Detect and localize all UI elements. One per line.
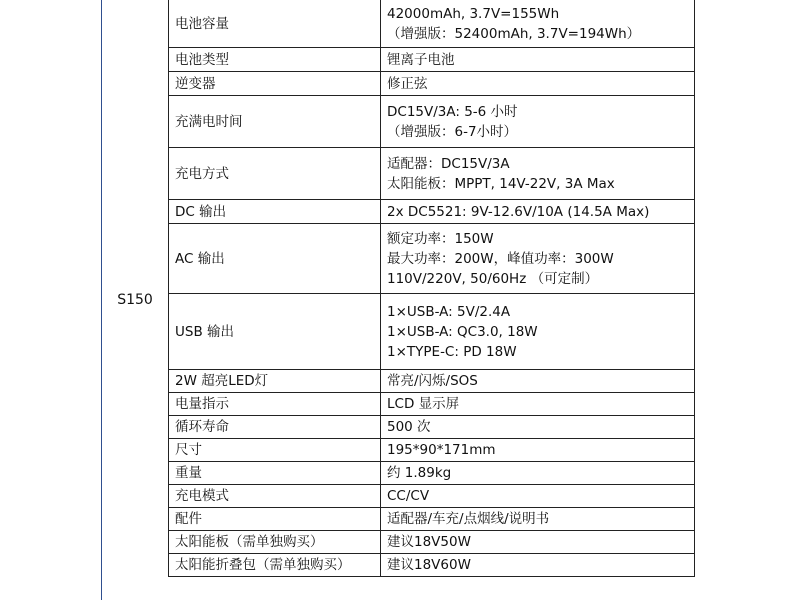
row-label: 逆变器 bbox=[169, 72, 381, 96]
value-line: 500 次 bbox=[387, 419, 431, 435]
table-row bbox=[169, 200, 695, 224]
value-line: 2x DC5521: 9V-12.6V/10A (14.5A Max) bbox=[387, 203, 650, 220]
table-row bbox=[169, 462, 695, 485]
row-label: 充电方式 bbox=[169, 148, 381, 200]
row-label: 电池容量 bbox=[169, 0, 381, 48]
row-value bbox=[381, 96, 695, 148]
table-row bbox=[169, 393, 695, 416]
row-value bbox=[381, 554, 695, 577]
row-label: 尺寸 bbox=[169, 439, 381, 462]
table-row bbox=[169, 439, 695, 462]
row-label: 重量 bbox=[169, 462, 381, 485]
row-value bbox=[381, 508, 695, 531]
row-value bbox=[381, 72, 695, 96]
row-label: DC 输出 bbox=[169, 200, 381, 224]
table-row bbox=[169, 294, 695, 370]
row-label: 2W 超亮LED灯 bbox=[169, 370, 381, 393]
row-value bbox=[381, 393, 695, 416]
value-line: CC/CV bbox=[387, 488, 430, 504]
table-row bbox=[169, 48, 695, 72]
row-value bbox=[381, 294, 695, 370]
value-line: 约 1.89kg bbox=[387, 465, 452, 481]
table-row bbox=[169, 554, 695, 577]
row-value bbox=[381, 439, 695, 462]
row-value bbox=[381, 416, 695, 439]
row-label: USB 输出 bbox=[169, 294, 381, 370]
row-label: 配件 bbox=[169, 508, 381, 531]
table-row bbox=[169, 531, 695, 554]
value-line: 1×TYPE-C: PD 18W bbox=[387, 343, 517, 360]
table-row bbox=[169, 416, 695, 439]
row-value bbox=[381, 48, 695, 72]
model-name: S150 bbox=[117, 292, 153, 308]
row-label: 电池类型 bbox=[169, 48, 381, 72]
value-line: 建议18V60W bbox=[387, 557, 471, 573]
value-line: 195*90*171mm bbox=[387, 442, 496, 458]
row-label: 太阳能板（需单独购买） bbox=[169, 531, 381, 554]
row-label: 电量指示 bbox=[169, 393, 381, 416]
table-row bbox=[169, 485, 695, 508]
row-value bbox=[381, 370, 695, 393]
value-line: 1×USB-A: 5V/2.4A bbox=[387, 303, 511, 320]
row-value bbox=[381, 224, 695, 294]
value-line: 常亮/闪烁/SOS bbox=[387, 373, 478, 389]
value-line: 42000mAh, 3.7V=155Wh bbox=[387, 5, 560, 22]
value-line: LCD 显示屏 bbox=[387, 396, 460, 412]
row-value bbox=[381, 0, 695, 48]
value-line: 修正弦 bbox=[387, 75, 428, 92]
value-line: （增强版：52400mAh, 3.7V=194Wh） bbox=[387, 25, 641, 42]
row-label: 循环寿命 bbox=[169, 416, 381, 439]
value-line: 太阳能板：MPPT, 14V-22V, 3A Max bbox=[387, 175, 615, 192]
row-label: 充电模式 bbox=[169, 485, 381, 508]
value-line: 1×USB-A: QC3.0, 18W bbox=[387, 323, 538, 340]
value-line: 最大功率：200W，峰值功率：300W bbox=[387, 250, 614, 267]
row-value bbox=[381, 485, 695, 508]
table-row bbox=[169, 370, 695, 393]
value-line: 110V/220V, 50/60Hz （可定制） bbox=[387, 270, 599, 287]
row-label: AC 输出 bbox=[169, 224, 381, 294]
value-line: 额定功率：150W bbox=[387, 230, 494, 247]
row-value bbox=[381, 148, 695, 200]
table-row bbox=[169, 96, 695, 148]
table-row bbox=[169, 508, 695, 531]
value-line: DC15V/3A: 5-6 小时 bbox=[387, 103, 518, 120]
table-row bbox=[169, 72, 695, 96]
value-line: 适配器/车充/点烟线/说明书 bbox=[387, 511, 550, 527]
row-value bbox=[381, 531, 695, 554]
value-line: 建议18V50W bbox=[387, 534, 471, 550]
table-row bbox=[169, 148, 695, 200]
table-row bbox=[169, 0, 695, 48]
row-value bbox=[381, 462, 695, 485]
table-row bbox=[169, 224, 695, 294]
row-label: 太阳能折叠包（需单独购买） bbox=[169, 554, 381, 577]
row-value bbox=[381, 200, 695, 224]
value-line: 锂离子电池 bbox=[387, 51, 455, 68]
value-line: （增强版：6-7小时） bbox=[387, 123, 518, 140]
value-line: 适配器：DC15V/3A bbox=[387, 155, 510, 172]
row-label: 充满电时间 bbox=[169, 96, 381, 148]
spec-table bbox=[168, 0, 695, 577]
